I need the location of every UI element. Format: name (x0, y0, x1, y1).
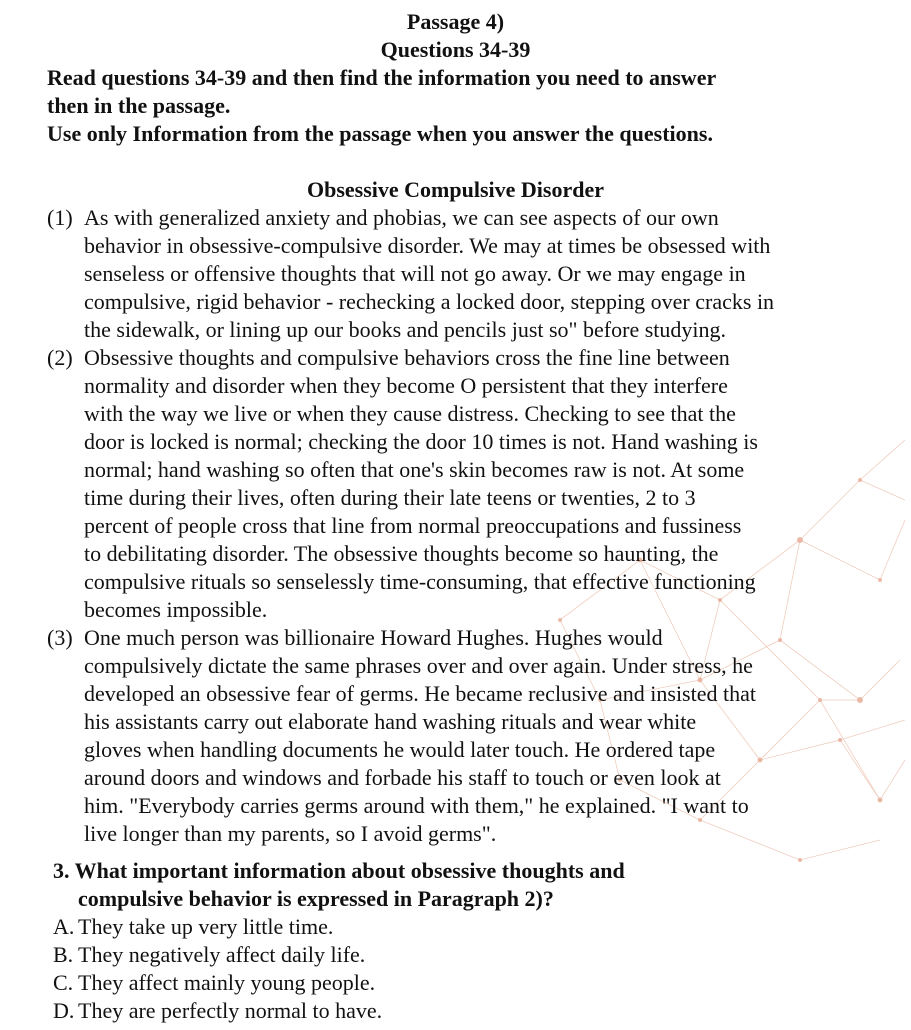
instruction-line: then in the passage. (47, 93, 231, 118)
question-stem: 3. What important information about obsessive thoughts and (53, 858, 625, 883)
option-text: They take up very little time. (78, 914, 334, 939)
option-letter: C. (53, 970, 74, 995)
passage-label: Passage 4) (406, 9, 505, 34)
paragraph-line: becomes impossible. (84, 597, 268, 622)
paragraph-line: around doors and windows and forbade his staff to touch or even look at (84, 765, 721, 790)
paragraph-number: (3) (47, 625, 73, 650)
paragraph-line: senseless or offensive thoughts that will not go away. Or we may engage in (84, 261, 746, 286)
paragraph-line: percent of people cross that line from normal preoccupations and fussiness (84, 513, 742, 538)
paragraph-line: Obsessive thoughts and compulsive behaviors cross the fine line between (84, 345, 730, 370)
paragraph-line: One much person was billionaire Howard Hughes. Hughes would (84, 625, 663, 650)
option-text: They affect mainly young people. (78, 970, 376, 995)
article-title: Obsessive Compulsive Disorder (307, 177, 604, 202)
option-text: They are perfectly normal to have. (78, 998, 383, 1023)
paragraph-line: compulsively dictate the same phrases over and over again. Under stress, he (84, 653, 753, 678)
option-letter: D. (53, 998, 75, 1023)
paragraph-number: (1) (47, 205, 73, 230)
option-letter: B. (53, 942, 74, 967)
option-letter: A. (53, 914, 75, 939)
instruction-line: Use only Information from the passage when you answer the questions. (47, 121, 713, 146)
paragraph-line: gloves when handling documents he would later touch. He ordered tape (84, 737, 716, 762)
questions-label: Questions 34-39 (380, 37, 531, 62)
paragraph-line: live longer than my parents, so I avoid germs". (84, 821, 497, 846)
paragraph-line: with the way we live or when they cause distress. Checking to see that the (84, 401, 736, 426)
paragraph-line: developed an obsessive fear of germs. He became reclusive and insisted that (84, 681, 756, 706)
instruction-line: Read questions 34-39 and then find the information you need to answer (47, 65, 717, 90)
paragraph-line: normal; hand washing so often that one's skin becomes raw is not. At some (84, 457, 745, 482)
paragraph-line: behavior in obsessive-compulsive disorder. We may at times be obsessed with (84, 233, 771, 258)
option-text: They negatively affect daily life. (78, 942, 366, 967)
paragraph-line: normality and disorder when they become O persistent that they interfere (84, 373, 728, 398)
paragraph-line: compulsive, rigid behavior - rechecking a locked door, stepping over cracks in (84, 289, 775, 314)
question-stem: compulsive behavior is expressed in Paragraph 2)? (78, 886, 554, 911)
paragraph-number: (2) (47, 345, 73, 370)
paragraph-line: him. "Everybody carries germs around with them," he explained. "I want to (84, 793, 749, 818)
paragraph-line: As with generalized anxiety and phobias, we can see aspects of our own (84, 205, 719, 230)
paragraph-line: compulsive rituals so senselessly time-consuming, that effective functioning (84, 569, 756, 594)
paragraph-line: the sidewalk, or lining up our books and pencils just so" before studying. (84, 317, 727, 342)
paragraph-line: door is locked is normal; checking the door 10 times is not. Hand washing is (84, 429, 758, 454)
paragraph-line: time during their lives, often during their late teens or twenties, 2 to 3 (84, 485, 696, 510)
paragraph-line: to debilitating disorder. The obsessive thoughts become so haunting, the (84, 541, 719, 566)
paragraph-line: his assistants carry out elaborate hand washing rituals and wear white (84, 709, 697, 734)
